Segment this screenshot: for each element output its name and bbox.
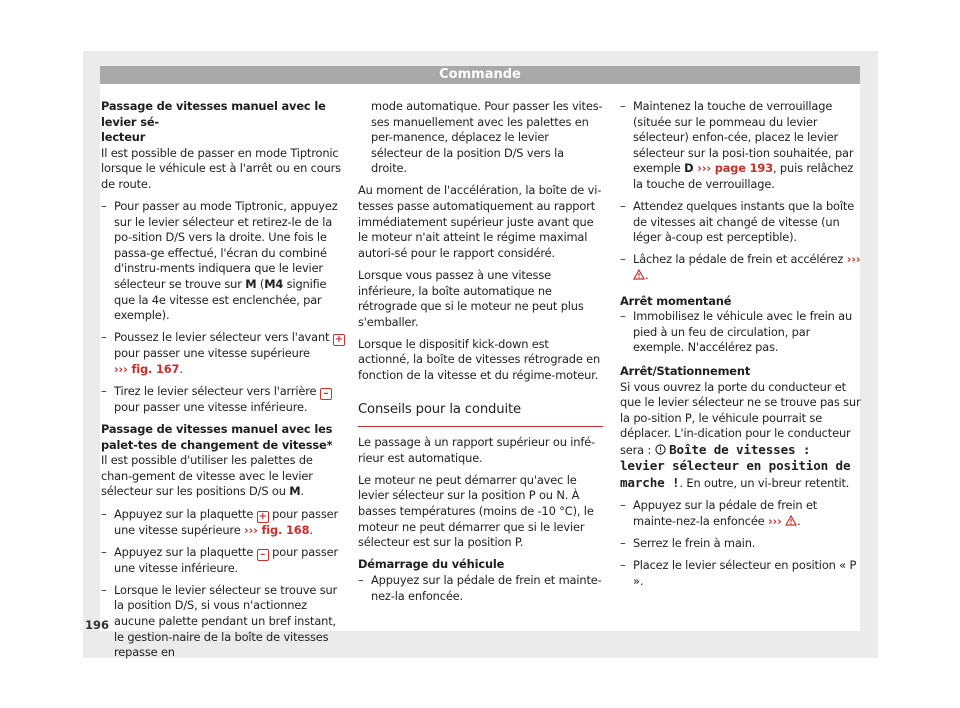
list-item: – Maintenez la touche de verrouillage (située sur le pommeau du levier sélecteur) enfon-cée, placez le levier sélecteur sur la posi-tion souhaitée, par exemple D ››› page 193, puis relâchez la touche de verrouillage. bbox=[620, 99, 854, 191]
heading-start: Démarrage du véhicule bbox=[358, 557, 505, 572]
header-title: Commande bbox=[439, 67, 521, 82]
list-item: – Appuyez sur la plaquette + pour passer une vitesse supérieure ››› fig. 168. bbox=[101, 506, 339, 537]
list-item: – Pour passer au mode Tiptronic, appuyez sur le levier sélecteur et retirez-le de la po-sition D/S vers la droite. Une fois le passa-ge effectué, l'écran du combiné d'instru-ments indiquera que le levier sélecteur se trouve sur M (M4 signifie que la 4e vitesse est enclenchée, par exemple). bbox=[101, 199, 338, 323]
heading-stop: Arrêt momentané bbox=[620, 293, 732, 308]
column-2 bbox=[358, 99, 603, 611]
column-1 bbox=[101, 99, 346, 667]
page-header bbox=[100, 66, 860, 84]
paragraph: Le moteur ne peut démarrer qu'avec le levier sélecteur sur la position P ou N. À basses températures (moins de -10 °C), le moteur ne peut démarrer que si le levier sélecteur est sur la position P. bbox=[358, 472, 594, 550]
list-item: – Lorsque le levier sélecteur se trouve sur la position D/S, si vous n'actionnez aucune palette pendant un bref instant, le gestion-naire de la boîte de vitesses repasse en bbox=[101, 582, 338, 660]
list-item: – Appuyez sur la plaquette – pour passer une vitesse inférieure. bbox=[101, 544, 339, 575]
list-item: – Poussez le levier sélecteur vers l'avant + pour passer une vitesse supérieure ››› fig. 167. bbox=[101, 330, 343, 376]
warning-triangle-icon bbox=[633, 269, 645, 280]
list-item: – Appuyez sur la pédale de frein et mainte-nez-la enfoncée ››› . bbox=[620, 498, 818, 528]
list-item: – Placez le levier sélecteur en position « P ». bbox=[620, 557, 857, 588]
list-item: – Lâchez la pédale de frein et accélérez ››› . bbox=[620, 252, 861, 282]
column-3 bbox=[620, 99, 862, 596]
section-heading: Conseils pour la conduite bbox=[358, 402, 603, 428]
list-item: – Serrez le frein à main. bbox=[620, 535, 756, 550]
page-193-link[interactable]: ››› page 193 bbox=[693, 161, 773, 176]
heading-parking: Arrêt/Stationnement bbox=[620, 363, 751, 378]
plus-key-icon: + bbox=[334, 334, 343, 346]
paragraph: Le passage à un rapport supérieur ou infé-rieur est automatique. bbox=[358, 435, 596, 465]
driver-message: Boîte de vitesses : levier sélecteur en position de marche ! bbox=[620, 441, 851, 491]
paragraph: Il est possible d'utiliser les palettes de chan-gement de vitesse avec le levier sélecteur sur les positions D/S ou M. bbox=[101, 453, 313, 499]
minus-key-icon: – bbox=[320, 388, 332, 400]
warning-link[interactable]: ››› bbox=[846, 252, 861, 267]
list-item: – Attendez quelques instants que la boîte de vitesses ait changé de vitesse (un léger à-coup est perceptible). bbox=[620, 199, 855, 245]
fig-168-link[interactable]: ››› fig. 168 bbox=[244, 522, 310, 537]
heading-manual-shift-lever: Passage de vitesses manuel avec le levier sé- lecteur bbox=[101, 99, 326, 145]
paragraph: Lorsque vous passez à une vitesse inférieure, la boîte automatique ne rétrograde que si le moteur ne peut plus s'emballer. bbox=[358, 267, 584, 329]
fig-167-link[interactable]: ››› fig. 167 bbox=[114, 361, 180, 376]
info-circle-icon bbox=[655, 444, 666, 455]
plus-key-icon: + bbox=[258, 510, 267, 522]
paragraph: Au moment de l'accélération, la boîte de vi-tesses passe automatiquement au rapport immédiatement supérieur juste avant que le moteur n'ait atteint le régime maximal autori-sé pour le rapport considéré. bbox=[358, 183, 602, 260]
paragraph: Si vous ouvrez la porte du conducteur et que le levier sélecteur ne se trouve pas sur la po-sition P, le véhicule pourrait se déplacer. L'in-dication pour le conducteur sera : Boîte de vitesses : levier sélecteur en position de marche !. En outre, un vi-breur retentit. bbox=[620, 379, 861, 491]
heading-paddles: Passage de vitesses manuel avec les palet-tes de changement de vitesse* bbox=[101, 422, 333, 452]
list-item: – Appuyez sur la pédale de frein et mainte-nez-la enfoncée. bbox=[358, 572, 602, 603]
minus-key-icon: – bbox=[257, 549, 269, 561]
paragraph: Lorsque le dispositif kick-down est actionné, la boîte de vitesses rétrograde en fonction de la vitesse et du régime-moteur. bbox=[358, 336, 601, 382]
paragraph-continuation: mode automatique. Pour passer les vites-ses manuellement avec les palettes en per-manence, déplacez le levier sélecteur de la position D/S vers la droite. bbox=[371, 99, 603, 176]
list-item: – Immobilisez le véhicule avec le frein au pied à un feu de circulation, par exemple. N'accélérez pas. bbox=[620, 309, 853, 355]
warning-triangle-icon bbox=[785, 515, 797, 526]
warning-link[interactable]: ››› bbox=[768, 513, 782, 528]
paragraph: Il est possible de passer en mode Tiptronic lorsque le véhicule est à l'arrêt ou en cours de route. bbox=[101, 145, 341, 191]
list-item: – Tirez le levier sélecteur vers l'arrière – pour passer une vitesse inférieure. bbox=[101, 384, 346, 416]
page-number: 196 bbox=[85, 618, 110, 632]
